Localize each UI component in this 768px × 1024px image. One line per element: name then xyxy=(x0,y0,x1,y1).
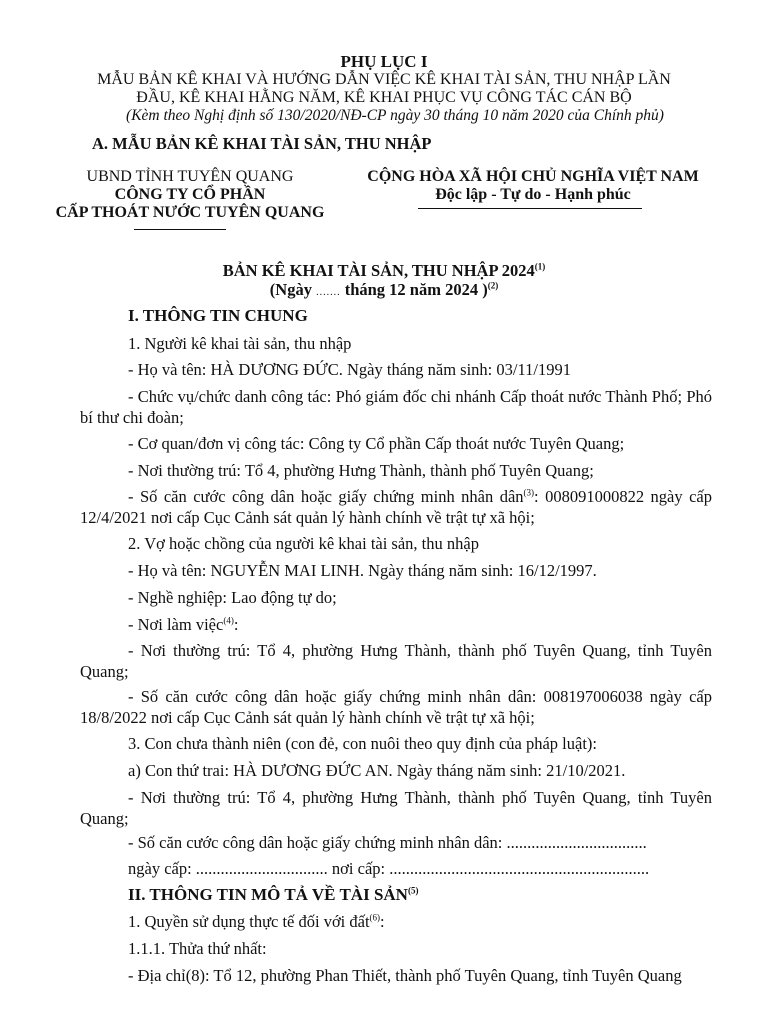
child-residence: - Nơi thường trú: Tổ 4, phường Hưng Thành, thành phố Tuyên Quang, tỉnh Tuyên Quang; xyxy=(80,788,712,828)
spouse-name-dob: - Họ và tên: NGUYỄN MAI LINH. Ngày tháng năm sinh: 16/12/1997. xyxy=(128,561,597,580)
spouse-workplace: - Nơi làm việc$^{(4)}$: xyxy=(128,615,239,634)
child-id: - Số căn cước công dân hoặc giấy chứng minh nhân dân: .................................. xyxy=(128,833,647,852)
declaration-date: (Ngày ....... tháng 12 năm 2024 )$^{(2)}$ xyxy=(269,280,499,299)
section-2-heading: II. THÔNG TIN MÔ TẢ VỀ TÀI SẢN$^{(5)}$ xyxy=(128,885,419,904)
spouse-heading: 2. Vợ hoặc chồng của người kê khai tài sản, thu nhập xyxy=(128,534,479,553)
declarant-workplace: - Cơ quan/đơn vị công tác: Công ty Cổ phần Cấp thoát nước Tuyên Quang; xyxy=(128,434,625,453)
org-name-line2: CẤP THOÁT NƯỚC TUYÊN QUANG xyxy=(55,204,325,221)
org-underline xyxy=(134,229,226,230)
appendix-title: PHỤ LỤC I xyxy=(340,52,428,71)
child-id-issue: ngày cấp: ................................ nơi cấp: ............................................................... xyxy=(128,859,650,878)
spouse-occupation: - Nghề nghiệp: Lao động tự do; xyxy=(128,588,337,607)
declarant-residence: - Nơi thường trú: Tổ 4, phường Hưng Thành, thành phố Tuyên Quang; xyxy=(128,461,594,480)
spouse-id: - Số căn cước công dân hoặc giấy chứng minh nhân dân: 008197006038 ngày cấp 18/8/2022 nơi cấp Cục Cảnh sát quản lý hành chính về trật tự xã hội; xyxy=(80,687,712,727)
declarant-id: - Số căn cước công dân hoặc giấy chứng minh nhân dân$^{(3)}$: 008091000822 ngày cấp 12/4/2021 nơi cấp Cục Cảnh sát quản lý hành chính về trật tự xã hội; xyxy=(80,487,712,527)
org-name-line1: CÔNG TY CỔ PHẦN xyxy=(114,186,266,203)
section-1-heading: I. THÔNG TIN CHUNG xyxy=(128,306,308,325)
declarant-position: - Chức vụ/chức danh công tác: Phó giám đốc chi nhánh Cấp thoát nước Thành Phố; Phó bí thư chi đoàn; xyxy=(80,387,712,427)
org-parent: UBND TỈNH TUYÊN QUANG xyxy=(86,168,294,185)
nation-motto: Độc lập - Tự do - Hạnh phúc xyxy=(435,186,631,203)
land-plot-1-heading: 1.1.1. Thửa thứ nhất: xyxy=(128,939,267,958)
section-a-heading: A. MẪU BẢN KÊ KHAI TÀI SẢN, THU NHẬP xyxy=(92,134,432,153)
form-title-line1: MẪU BẢN KÊ KHAI VÀ HƯỚNG DẪN VIỆC KÊ KHAI TÀI SẢN, THU NHẬP LẦN xyxy=(97,71,671,88)
child-name-dob: a) Con thứ trai: HÀ DƯƠNG ĐỨC AN. Ngày tháng năm sinh: 21/10/2021. xyxy=(128,761,626,780)
declaration-title: BẢN KÊ KHAI TÀI SẢN, THU NHẬP 2024$^{(1)}$ xyxy=(222,261,546,280)
declarant-name-dob: - Họ và tên: HÀ DƯƠNG ĐỨC. Ngày tháng năm sinh: 03/11/1991 xyxy=(128,360,571,379)
form-title-line2: ĐẦU, KÊ KHAI HẰNG NĂM, KÊ KHAI PHỤC VỤ CÔNG TÁC CÁN BỘ xyxy=(136,89,632,106)
land-plot-1-address: - Địa chỉ(8): Tổ 12, phường Phan Thiết, thành phố Tuyên Quang, tỉnh Tuyên Quang xyxy=(128,966,682,985)
children-heading: 3. Con chưa thành niên (con đẻ, con nuôi theo quy định của pháp luật): xyxy=(128,734,597,753)
declarant-heading: 1. Người kê khai tài sản, thu nhập xyxy=(128,334,352,353)
motto-underline xyxy=(418,208,642,209)
nation-name: CỘNG HÒA XÃ HỘI CHỦ NGHĨA VIỆT NAM xyxy=(367,168,699,185)
spouse-residence: - Nơi thường trú: Tổ 4, phường Hưng Thành, thành phố Tuyên Quang, tỉnh Tuyên Quang; xyxy=(80,641,712,681)
decree-reference: (Kèm theo Nghị định số 130/2020/NĐ-CP ngày 30 tháng 10 năm 2020 của Chính phủ) xyxy=(126,107,664,124)
land-use-heading: 1. Quyền sử dụng thực tế đối với đất$^{(6)}$: xyxy=(128,912,385,931)
